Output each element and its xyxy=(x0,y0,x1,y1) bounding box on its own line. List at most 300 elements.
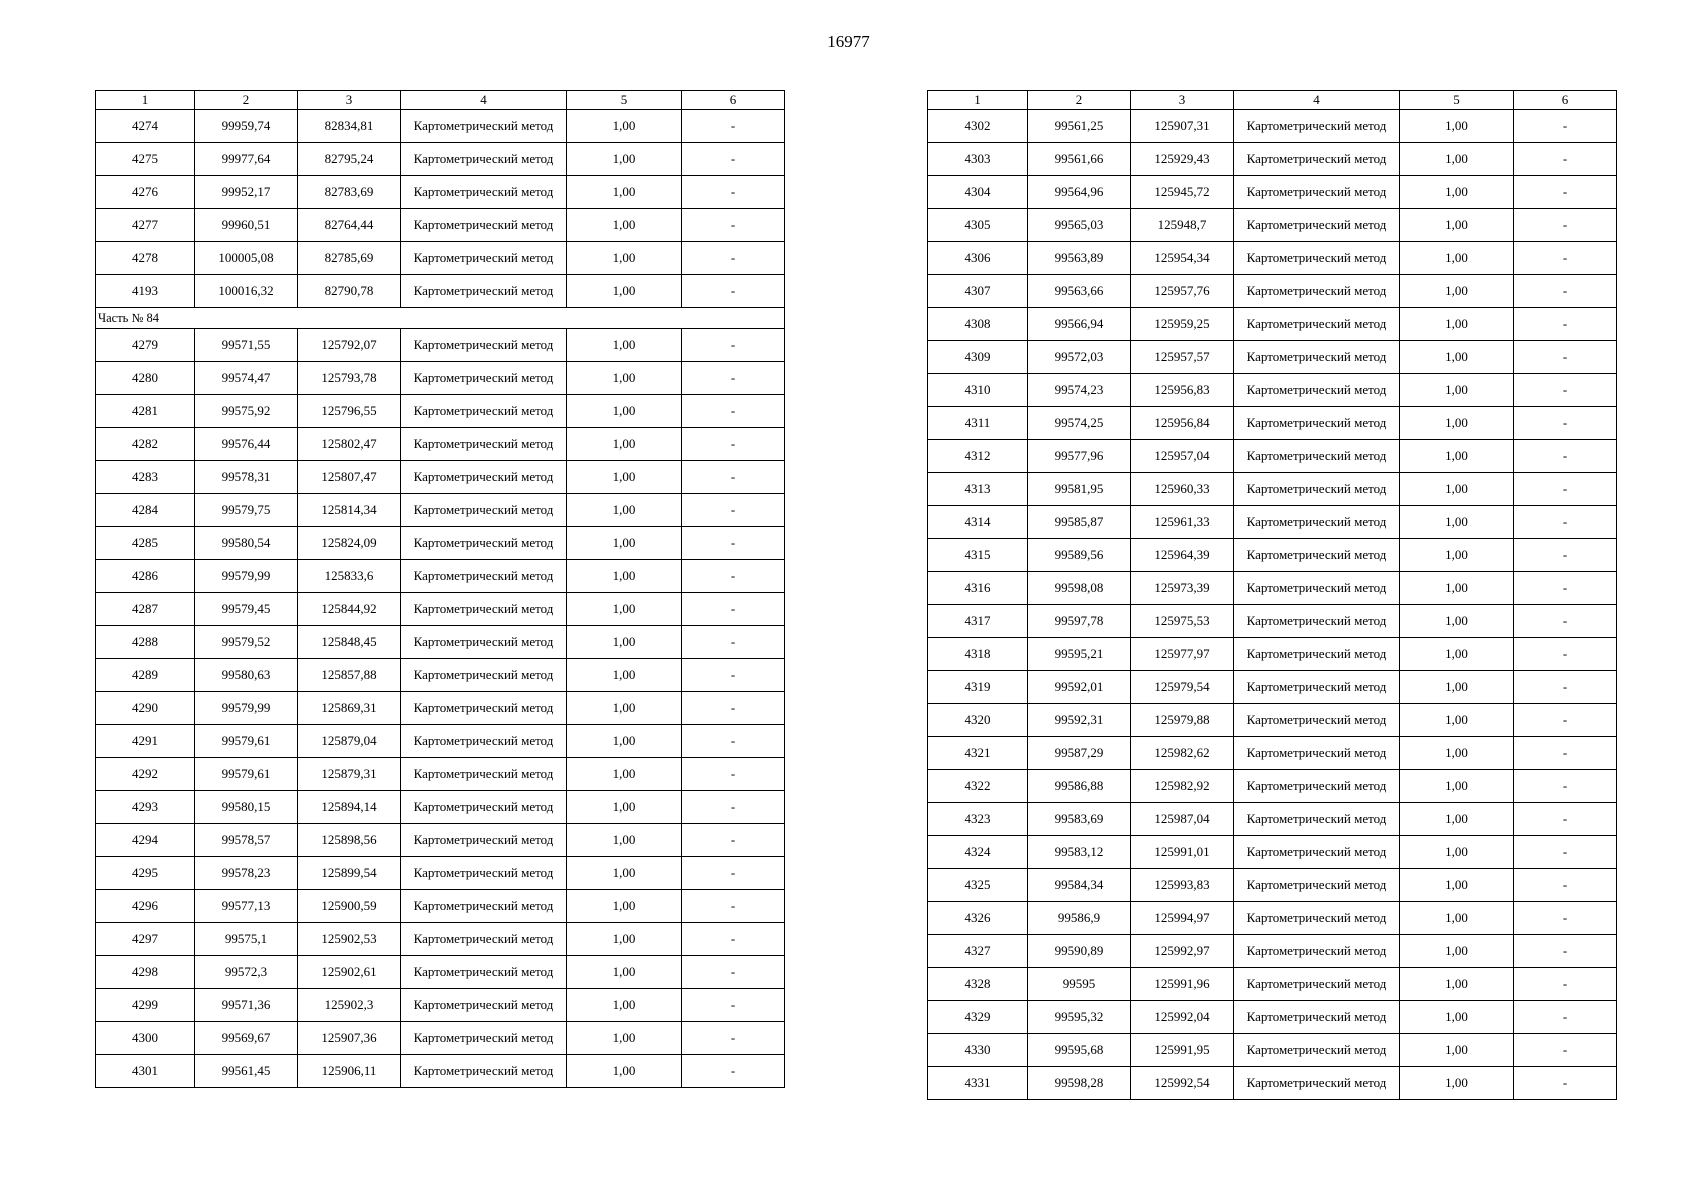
y-coordinate-cell: 125898,56 xyxy=(298,824,401,857)
y-coordinate-cell: 125929,43 xyxy=(1131,143,1234,176)
x-coordinate-cell: 99572,3 xyxy=(195,956,298,989)
method-cell: Картометрический метод xyxy=(401,824,567,857)
y-coordinate-cell: 125948,7 xyxy=(1131,209,1234,242)
column-header-2: 2 xyxy=(195,91,298,110)
accuracy-cell: 1,00 xyxy=(1400,176,1514,209)
method-cell: Картометрический метод xyxy=(401,461,567,494)
note-cell: - xyxy=(682,527,785,560)
accuracy-cell: 1,00 xyxy=(1400,902,1514,935)
point-number-cell: 4277 xyxy=(96,209,195,242)
point-number-cell: 4307 xyxy=(928,275,1028,308)
method-cell: Картометрический метод xyxy=(401,1055,567,1088)
point-number-cell: 4310 xyxy=(928,374,1028,407)
y-coordinate-cell: 125899,54 xyxy=(298,857,401,890)
y-coordinate-cell: 125796,55 xyxy=(298,395,401,428)
method-cell: Картометрический метод xyxy=(1234,407,1400,440)
method-cell: Картометрический метод xyxy=(1234,308,1400,341)
note-cell: - xyxy=(1514,1034,1617,1067)
y-coordinate-cell: 125857,88 xyxy=(298,659,401,692)
table-header-row xyxy=(96,91,785,110)
table-row xyxy=(96,857,785,890)
table-row xyxy=(928,671,1617,704)
x-coordinate-cell: 99579,99 xyxy=(195,560,298,593)
x-coordinate-cell: 99952,17 xyxy=(195,176,298,209)
note-cell: - xyxy=(682,362,785,395)
note-cell: - xyxy=(1514,737,1617,770)
section-label: Часть № 84 xyxy=(96,308,785,329)
column-header-6: 6 xyxy=(1514,91,1617,110)
x-coordinate-cell: 99577,13 xyxy=(195,890,298,923)
accuracy-cell: 1,00 xyxy=(567,527,682,560)
note-cell: - xyxy=(682,824,785,857)
accuracy-cell: 1,00 xyxy=(567,242,682,275)
x-coordinate-cell: 99579,61 xyxy=(195,725,298,758)
point-number-cell: 4301 xyxy=(96,1055,195,1088)
note-cell: - xyxy=(1514,473,1617,506)
point-number-cell: 4298 xyxy=(96,956,195,989)
accuracy-cell: 1,00 xyxy=(567,857,682,890)
note-cell: - xyxy=(1514,572,1617,605)
point-number-cell: 4313 xyxy=(928,473,1028,506)
y-coordinate-cell: 125957,76 xyxy=(1131,275,1234,308)
accuracy-cell: 1,00 xyxy=(567,1055,682,1088)
note-cell: - xyxy=(682,1055,785,1088)
method-cell: Картометрический метод xyxy=(1234,572,1400,605)
method-cell: Картометрический метод xyxy=(401,857,567,890)
table-row xyxy=(96,527,785,560)
x-coordinate-cell: 99592,31 xyxy=(1028,704,1131,737)
note-cell: - xyxy=(682,890,785,923)
y-coordinate-cell: 125945,72 xyxy=(1131,176,1234,209)
point-number-cell: 4297 xyxy=(96,923,195,956)
table-row xyxy=(928,209,1617,242)
note-cell: - xyxy=(1514,1001,1617,1034)
point-number-cell: 4306 xyxy=(928,242,1028,275)
note-cell: - xyxy=(1514,242,1617,275)
point-number-cell: 4327 xyxy=(928,935,1028,968)
x-coordinate-cell: 99595,21 xyxy=(1028,638,1131,671)
method-cell: Картометрический метод xyxy=(401,758,567,791)
note-cell: - xyxy=(1514,803,1617,836)
x-coordinate-cell: 99578,23 xyxy=(195,857,298,890)
x-coordinate-cell: 99579,75 xyxy=(195,494,298,527)
y-coordinate-cell: 125993,83 xyxy=(1131,869,1234,902)
point-number-cell: 4289 xyxy=(96,659,195,692)
method-cell: Картометрический метод xyxy=(401,428,567,461)
table-row xyxy=(96,1055,785,1088)
accuracy-cell: 1,00 xyxy=(567,890,682,923)
accuracy-cell: 1,00 xyxy=(567,989,682,1022)
note-cell: - xyxy=(1514,506,1617,539)
point-number-cell: 4326 xyxy=(928,902,1028,935)
table-row xyxy=(928,374,1617,407)
note-cell: - xyxy=(1514,902,1617,935)
y-coordinate-cell: 125792,07 xyxy=(298,329,401,362)
accuracy-cell: 1,00 xyxy=(1400,704,1514,737)
y-coordinate-cell: 125973,39 xyxy=(1131,572,1234,605)
x-coordinate-cell: 99583,69 xyxy=(1028,803,1131,836)
x-coordinate-cell: 99577,96 xyxy=(1028,440,1131,473)
table-row xyxy=(928,341,1617,374)
accuracy-cell: 1,00 xyxy=(567,1022,682,1055)
note-cell: - xyxy=(1514,836,1617,869)
table-row xyxy=(928,704,1617,737)
accuracy-cell: 1,00 xyxy=(1400,770,1514,803)
y-coordinate-cell: 125992,04 xyxy=(1131,1001,1234,1034)
x-coordinate-cell: 99598,08 xyxy=(1028,572,1131,605)
accuracy-cell: 1,00 xyxy=(1400,143,1514,176)
accuracy-cell: 1,00 xyxy=(567,659,682,692)
x-coordinate-cell: 99571,55 xyxy=(195,329,298,362)
point-number-cell: 4282 xyxy=(96,428,195,461)
y-coordinate-cell: 125869,31 xyxy=(298,692,401,725)
x-coordinate-cell: 99561,66 xyxy=(1028,143,1131,176)
y-coordinate-cell: 82783,69 xyxy=(298,176,401,209)
accuracy-cell: 1,00 xyxy=(1400,275,1514,308)
point-number-cell: 4312 xyxy=(928,440,1028,473)
column-header-2: 2 xyxy=(1028,91,1131,110)
x-coordinate-cell: 99574,23 xyxy=(1028,374,1131,407)
method-cell: Картометрический метод xyxy=(401,143,567,176)
point-number-cell: 4280 xyxy=(96,362,195,395)
table-row xyxy=(96,1022,785,1055)
table-row xyxy=(928,176,1617,209)
table-row xyxy=(928,935,1617,968)
x-coordinate-cell: 99569,67 xyxy=(195,1022,298,1055)
point-number-cell: 4283 xyxy=(96,461,195,494)
method-cell: Картометрический метод xyxy=(401,791,567,824)
note-cell: - xyxy=(1514,671,1617,704)
method-cell: Картометрический метод xyxy=(1234,242,1400,275)
table-row xyxy=(96,593,785,626)
accuracy-cell: 1,00 xyxy=(567,560,682,593)
point-number-cell: 4317 xyxy=(928,605,1028,638)
table-row xyxy=(96,560,785,593)
y-coordinate-cell: 125907,36 xyxy=(298,1022,401,1055)
point-number-cell: 4302 xyxy=(928,110,1028,143)
note-cell: - xyxy=(682,209,785,242)
method-cell: Картометрический метод xyxy=(1234,143,1400,176)
method-cell: Картометрический метод xyxy=(401,890,567,923)
x-coordinate-cell: 99584,34 xyxy=(1028,869,1131,902)
y-coordinate-cell: 125807,47 xyxy=(298,461,401,494)
section-row xyxy=(96,308,785,329)
y-coordinate-cell: 125907,31 xyxy=(1131,110,1234,143)
table-row xyxy=(96,494,785,527)
method-cell: Картометрический метод xyxy=(1234,374,1400,407)
y-coordinate-cell: 125977,97 xyxy=(1131,638,1234,671)
x-coordinate-cell: 99597,78 xyxy=(1028,605,1131,638)
note-cell: - xyxy=(682,626,785,659)
table-row xyxy=(928,869,1617,902)
note-cell: - xyxy=(1514,209,1617,242)
point-number-cell: 4305 xyxy=(928,209,1028,242)
x-coordinate-cell: 99590,89 xyxy=(1028,935,1131,968)
y-coordinate-cell: 125902,53 xyxy=(298,923,401,956)
x-coordinate-cell: 99564,96 xyxy=(1028,176,1131,209)
y-coordinate-cell: 82764,44 xyxy=(298,209,401,242)
column-header-1: 1 xyxy=(96,91,195,110)
accuracy-cell: 1,00 xyxy=(567,110,682,143)
x-coordinate-cell: 99579,99 xyxy=(195,692,298,725)
y-coordinate-cell: 125991,96 xyxy=(1131,968,1234,1001)
x-coordinate-cell: 99960,51 xyxy=(195,209,298,242)
table-row xyxy=(928,836,1617,869)
x-coordinate-cell: 99566,94 xyxy=(1028,308,1131,341)
table-row xyxy=(928,605,1617,638)
method-cell: Картометрический метод xyxy=(401,362,567,395)
table-row xyxy=(928,308,1617,341)
y-coordinate-cell: 125959,25 xyxy=(1131,308,1234,341)
method-cell: Картометрический метод xyxy=(401,209,567,242)
x-coordinate-cell: 99977,64 xyxy=(195,143,298,176)
accuracy-cell: 1,00 xyxy=(1400,407,1514,440)
y-coordinate-cell: 125954,34 xyxy=(1131,242,1234,275)
accuracy-cell: 1,00 xyxy=(1400,803,1514,836)
method-cell: Картометрический метод xyxy=(401,395,567,428)
y-coordinate-cell: 125894,14 xyxy=(298,791,401,824)
table-header-row xyxy=(928,91,1617,110)
x-coordinate-cell: 99574,25 xyxy=(1028,407,1131,440)
method-cell: Картометрический метод xyxy=(1234,770,1400,803)
accuracy-cell: 1,00 xyxy=(567,176,682,209)
x-coordinate-cell: 99572,03 xyxy=(1028,341,1131,374)
x-coordinate-cell: 99579,61 xyxy=(195,758,298,791)
point-number-cell: 4279 xyxy=(96,329,195,362)
point-number-cell: 4284 xyxy=(96,494,195,527)
x-coordinate-cell: 99580,15 xyxy=(195,791,298,824)
point-number-cell: 4193 xyxy=(96,275,195,308)
y-coordinate-cell: 125848,45 xyxy=(298,626,401,659)
table-row xyxy=(96,275,785,308)
method-cell: Картометрический метод xyxy=(401,989,567,1022)
y-coordinate-cell: 125956,84 xyxy=(1131,407,1234,440)
table-row xyxy=(928,968,1617,1001)
point-number-cell: 4294 xyxy=(96,824,195,857)
x-coordinate-cell: 99586,9 xyxy=(1028,902,1131,935)
y-coordinate-cell: 125793,78 xyxy=(298,362,401,395)
note-cell: - xyxy=(1514,407,1617,440)
point-number-cell: 4291 xyxy=(96,725,195,758)
point-number-cell: 4290 xyxy=(96,692,195,725)
table-row xyxy=(928,1067,1617,1100)
method-cell: Картометрический метод xyxy=(1234,737,1400,770)
point-number-cell: 4276 xyxy=(96,176,195,209)
x-coordinate-cell: 99580,54 xyxy=(195,527,298,560)
note-cell: - xyxy=(682,1022,785,1055)
y-coordinate-cell: 125814,34 xyxy=(298,494,401,527)
point-number-cell: 4293 xyxy=(96,791,195,824)
accuracy-cell: 1,00 xyxy=(1400,440,1514,473)
table-row xyxy=(96,395,785,428)
note-cell: - xyxy=(682,791,785,824)
x-coordinate-cell: 99598,28 xyxy=(1028,1067,1131,1100)
accuracy-cell: 1,00 xyxy=(567,593,682,626)
note-cell: - xyxy=(1514,539,1617,572)
table-row xyxy=(96,242,785,275)
y-coordinate-cell: 125957,04 xyxy=(1131,440,1234,473)
x-coordinate-cell: 99574,47 xyxy=(195,362,298,395)
point-number-cell: 4288 xyxy=(96,626,195,659)
y-coordinate-cell: 125900,59 xyxy=(298,890,401,923)
coordinates-table-left xyxy=(95,90,785,1088)
accuracy-cell: 1,00 xyxy=(567,209,682,242)
point-number-cell: 4325 xyxy=(928,869,1028,902)
note-cell: - xyxy=(682,725,785,758)
note-cell: - xyxy=(682,143,785,176)
table-row xyxy=(96,362,785,395)
note-cell: - xyxy=(682,692,785,725)
y-coordinate-cell: 125960,33 xyxy=(1131,473,1234,506)
x-coordinate-cell: 99585,87 xyxy=(1028,506,1131,539)
accuracy-cell: 1,00 xyxy=(567,428,682,461)
y-coordinate-cell: 125957,57 xyxy=(1131,341,1234,374)
accuracy-cell: 1,00 xyxy=(567,824,682,857)
note-cell: - xyxy=(1514,110,1617,143)
note-cell: - xyxy=(682,461,785,494)
method-cell: Картометрический метод xyxy=(1234,176,1400,209)
table-row xyxy=(96,923,785,956)
method-cell: Картометрический метод xyxy=(1234,803,1400,836)
x-coordinate-cell: 99595,68 xyxy=(1028,1034,1131,1067)
method-cell: Картометрический метод xyxy=(401,494,567,527)
point-number-cell: 4287 xyxy=(96,593,195,626)
x-coordinate-cell: 99578,31 xyxy=(195,461,298,494)
table-row xyxy=(928,803,1617,836)
table-row xyxy=(928,440,1617,473)
y-coordinate-cell: 125991,95 xyxy=(1131,1034,1234,1067)
table-row xyxy=(928,110,1617,143)
accuracy-cell: 1,00 xyxy=(1400,968,1514,1001)
method-cell: Картометрический метод xyxy=(1234,869,1400,902)
method-cell: Картометрический метод xyxy=(401,560,567,593)
accuracy-cell: 1,00 xyxy=(1400,1067,1514,1100)
y-coordinate-cell: 125975,53 xyxy=(1131,605,1234,638)
accuracy-cell: 1,00 xyxy=(1400,605,1514,638)
method-cell: Картометрический метод xyxy=(1234,275,1400,308)
note-cell: - xyxy=(682,428,785,461)
method-cell: Картометрический метод xyxy=(401,692,567,725)
table-row xyxy=(96,461,785,494)
note-cell: - xyxy=(682,857,785,890)
column-header-3: 3 xyxy=(1131,91,1234,110)
table-row xyxy=(928,473,1617,506)
x-coordinate-cell: 100005,08 xyxy=(195,242,298,275)
note-cell: - xyxy=(1514,770,1617,803)
table-row xyxy=(928,737,1617,770)
point-number-cell: 4324 xyxy=(928,836,1028,869)
table-row xyxy=(96,626,785,659)
x-coordinate-cell: 99579,52 xyxy=(195,626,298,659)
table-row xyxy=(96,176,785,209)
note-cell: - xyxy=(1514,968,1617,1001)
y-coordinate-cell: 125906,11 xyxy=(298,1055,401,1088)
point-number-cell: 4300 xyxy=(96,1022,195,1055)
accuracy-cell: 1,00 xyxy=(1400,671,1514,704)
accuracy-cell: 1,00 xyxy=(567,494,682,527)
column-header-6: 6 xyxy=(682,91,785,110)
x-coordinate-cell: 99576,44 xyxy=(195,428,298,461)
method-cell: Картометрический метод xyxy=(1234,671,1400,704)
y-coordinate-cell: 125961,33 xyxy=(1131,506,1234,539)
note-cell: - xyxy=(682,275,785,308)
table-row xyxy=(96,659,785,692)
point-number-cell: 4319 xyxy=(928,671,1028,704)
accuracy-cell: 1,00 xyxy=(1400,341,1514,374)
point-number-cell: 4331 xyxy=(928,1067,1028,1100)
point-number-cell: 4303 xyxy=(928,143,1028,176)
note-cell: - xyxy=(1514,143,1617,176)
y-coordinate-cell: 125833,6 xyxy=(298,560,401,593)
method-cell: Картометрический метод xyxy=(1234,605,1400,638)
note-cell: - xyxy=(1514,440,1617,473)
point-number-cell: 4304 xyxy=(928,176,1028,209)
table-row xyxy=(928,143,1617,176)
y-coordinate-cell: 125991,01 xyxy=(1131,836,1234,869)
x-coordinate-cell: 99581,95 xyxy=(1028,473,1131,506)
x-coordinate-cell: 99561,45 xyxy=(195,1055,298,1088)
method-cell: Картометрический метод xyxy=(1234,506,1400,539)
x-coordinate-cell: 99595,32 xyxy=(1028,1001,1131,1034)
method-cell: Картометрический метод xyxy=(1234,1034,1400,1067)
x-coordinate-cell: 99563,89 xyxy=(1028,242,1131,275)
note-cell: - xyxy=(682,659,785,692)
accuracy-cell: 1,00 xyxy=(567,275,682,308)
note-cell: - xyxy=(682,242,785,275)
x-coordinate-cell: 99586,88 xyxy=(1028,770,1131,803)
point-number-cell: 4274 xyxy=(96,110,195,143)
y-coordinate-cell: 125956,83 xyxy=(1131,374,1234,407)
method-cell: Картометрический метод xyxy=(1234,440,1400,473)
note-cell: - xyxy=(682,329,785,362)
y-coordinate-cell: 82785,69 xyxy=(298,242,401,275)
method-cell: Картометрический метод xyxy=(1234,110,1400,143)
point-number-cell: 4321 xyxy=(928,737,1028,770)
method-cell: Картометрический метод xyxy=(401,593,567,626)
accuracy-cell: 1,00 xyxy=(1400,539,1514,572)
table-row xyxy=(96,725,785,758)
accuracy-cell: 1,00 xyxy=(1400,110,1514,143)
accuracy-cell: 1,00 xyxy=(567,329,682,362)
table-row xyxy=(96,209,785,242)
accuracy-cell: 1,00 xyxy=(1400,638,1514,671)
table-row xyxy=(928,638,1617,671)
x-coordinate-cell: 99575,1 xyxy=(195,923,298,956)
point-number-cell: 4330 xyxy=(928,1034,1028,1067)
y-coordinate-cell: 125879,04 xyxy=(298,725,401,758)
table-row xyxy=(928,242,1617,275)
table-row xyxy=(928,902,1617,935)
table-row xyxy=(96,692,785,725)
note-cell: - xyxy=(682,758,785,791)
method-cell: Картометрический метод xyxy=(401,626,567,659)
x-coordinate-cell: 99575,92 xyxy=(195,395,298,428)
accuracy-cell: 1,00 xyxy=(567,692,682,725)
table-row xyxy=(96,428,785,461)
accuracy-cell: 1,00 xyxy=(567,143,682,176)
y-coordinate-cell: 125902,61 xyxy=(298,956,401,989)
y-coordinate-cell: 125994,97 xyxy=(1131,902,1234,935)
page-number: 16977 xyxy=(827,32,870,51)
y-coordinate-cell: 125992,97 xyxy=(1131,935,1234,968)
column-header-4: 4 xyxy=(1234,91,1400,110)
x-coordinate-cell: 99587,29 xyxy=(1028,737,1131,770)
x-coordinate-cell: 99595 xyxy=(1028,968,1131,1001)
note-cell: - xyxy=(682,560,785,593)
note-cell: - xyxy=(1514,935,1617,968)
method-cell: Картометрический метод xyxy=(401,659,567,692)
accuracy-cell: 1,00 xyxy=(1400,308,1514,341)
